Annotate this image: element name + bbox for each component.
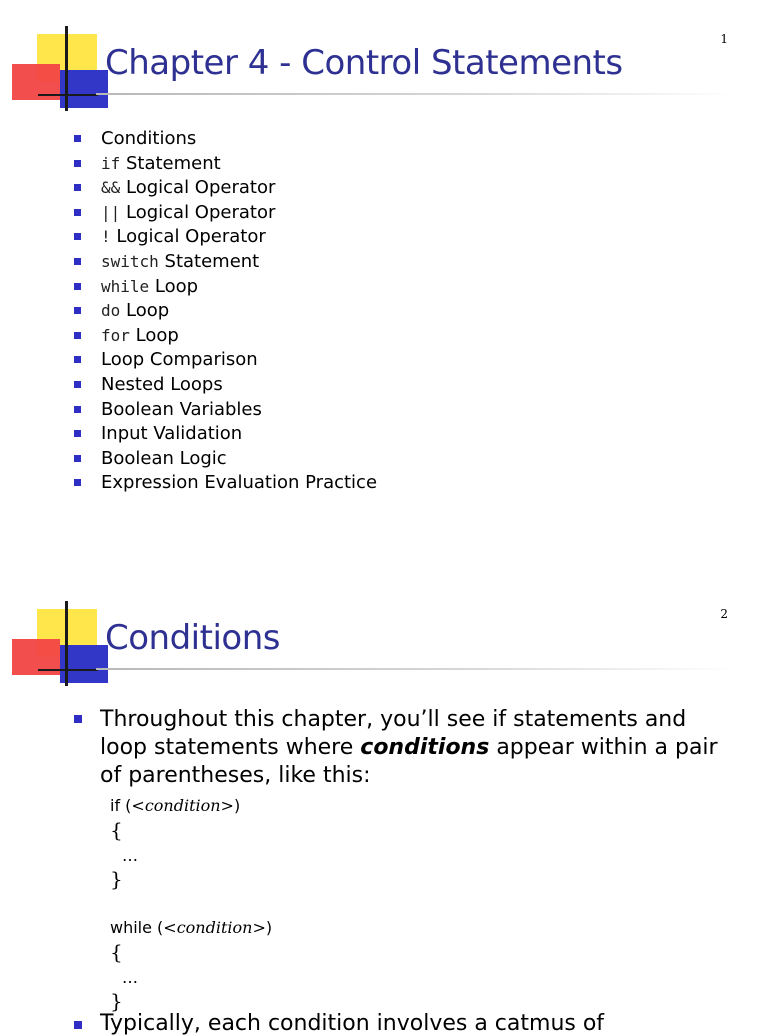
code-paren: ) <box>265 918 273 937</box>
bullet-marker <box>74 430 81 437</box>
topic-label: Conditions <box>101 128 197 149</box>
bullet-marker <box>74 479 81 486</box>
bullet-marker <box>74 332 81 339</box>
topic-item <box>74 275 377 300</box>
bullet-marker <box>74 135 81 142</box>
slide-number: 2 <box>720 607 728 621</box>
bullet-marker <box>74 184 81 191</box>
slide-2 <box>0 575 768 1036</box>
topic-item <box>74 250 377 275</box>
topic-item <box>74 201 377 226</box>
code-keyword: || <box>101 202 121 222</box>
paragraph-text: appear within a pair of parentheses, like this: <box>100 735 718 788</box>
bullet-marker <box>74 715 82 723</box>
topic-label: Boolean Logic <box>101 447 227 469</box>
topic-label: Statement <box>158 250 260 272</box>
topic-item <box>74 447 377 472</box>
while-syntax-line <box>110 916 272 940</box>
bullet-marker <box>74 209 81 216</box>
topic-label: Loop Comparison <box>101 349 258 371</box>
title-divider <box>96 668 736 670</box>
code-placeholder: <condition> <box>131 796 234 815</box>
topic-label: Statement <box>120 152 221 174</box>
slide-title: Chapter 4 - Control Statements <box>105 43 623 83</box>
open-brace: { <box>110 940 123 964</box>
topic-label: Logical Operator <box>120 201 276 223</box>
code-keyword: while ( <box>110 918 164 937</box>
topic-item <box>74 225 377 250</box>
slide-logo-graphic <box>0 575 110 690</box>
topic-item <box>74 373 377 398</box>
code-keyword: for <box>101 325 130 345</box>
code-keyword: if ( <box>110 796 132 815</box>
code-keyword: do <box>101 301 121 321</box>
bullet-text: Typically, each condition involves a catmus of <box>100 1011 605 1036</box>
bullet-marker <box>74 1021 82 1029</box>
bullet-marker <box>74 307 81 314</box>
intro-paragraph <box>100 706 740 790</box>
slide-number: 1 <box>720 32 728 46</box>
topic-list <box>74 127 377 496</box>
topic-item <box>74 152 377 177</box>
bullet-marker <box>74 356 81 363</box>
code-keyword: while <box>101 276 150 296</box>
bullet-marker <box>74 258 81 265</box>
bullet-marker <box>74 233 81 240</box>
topic-item <box>74 398 377 423</box>
topic-label: Input Validation <box>101 423 243 445</box>
topic-label: Logical Operator <box>110 226 266 248</box>
slide-title: Conditions <box>105 618 280 658</box>
slide-logo-graphic <box>0 0 110 115</box>
topic-label: Loop <box>129 324 179 346</box>
topic-label: Loop <box>120 300 170 322</box>
topic-label: Boolean Variables <box>101 398 262 420</box>
close-brace: } <box>110 989 123 1013</box>
code-keyword: && <box>101 178 121 198</box>
bullet-marker <box>74 381 81 388</box>
bullet-marker <box>74 283 81 290</box>
bullet-marker <box>74 160 81 167</box>
code-ellipsis: … <box>122 968 138 987</box>
close-brace: } <box>110 867 123 891</box>
code-keyword: if <box>101 153 121 173</box>
topic-item <box>74 348 377 373</box>
if-syntax-line <box>110 794 240 818</box>
topic-item <box>74 299 377 324</box>
paragraph-text: Throughout this chapter, you’ll see if statements and loop statements where <box>100 707 687 760</box>
topic-item <box>74 422 377 447</box>
code-ellipsis: … <box>122 846 138 865</box>
topic-label: Logical Operator <box>120 177 276 199</box>
code-placeholder: <condition> <box>163 918 266 937</box>
bullet-marker <box>74 455 81 462</box>
topic-label: Nested Loops <box>101 373 223 395</box>
topic-label: Expression Evaluation Practice <box>101 472 378 494</box>
topic-label: Loop <box>149 275 199 297</box>
topic-item <box>74 471 377 496</box>
code-keyword: switch <box>101 251 159 271</box>
topic-item <box>74 324 377 349</box>
code-keyword: ! <box>101 227 111 247</box>
code-paren: ) <box>233 796 241 815</box>
topic-item <box>74 127 377 152</box>
title-divider <box>96 93 736 95</box>
bullet-marker <box>74 406 81 413</box>
open-brace: { <box>110 818 123 842</box>
emphasized-term: conditions <box>360 735 490 760</box>
topic-item <box>74 176 377 201</box>
